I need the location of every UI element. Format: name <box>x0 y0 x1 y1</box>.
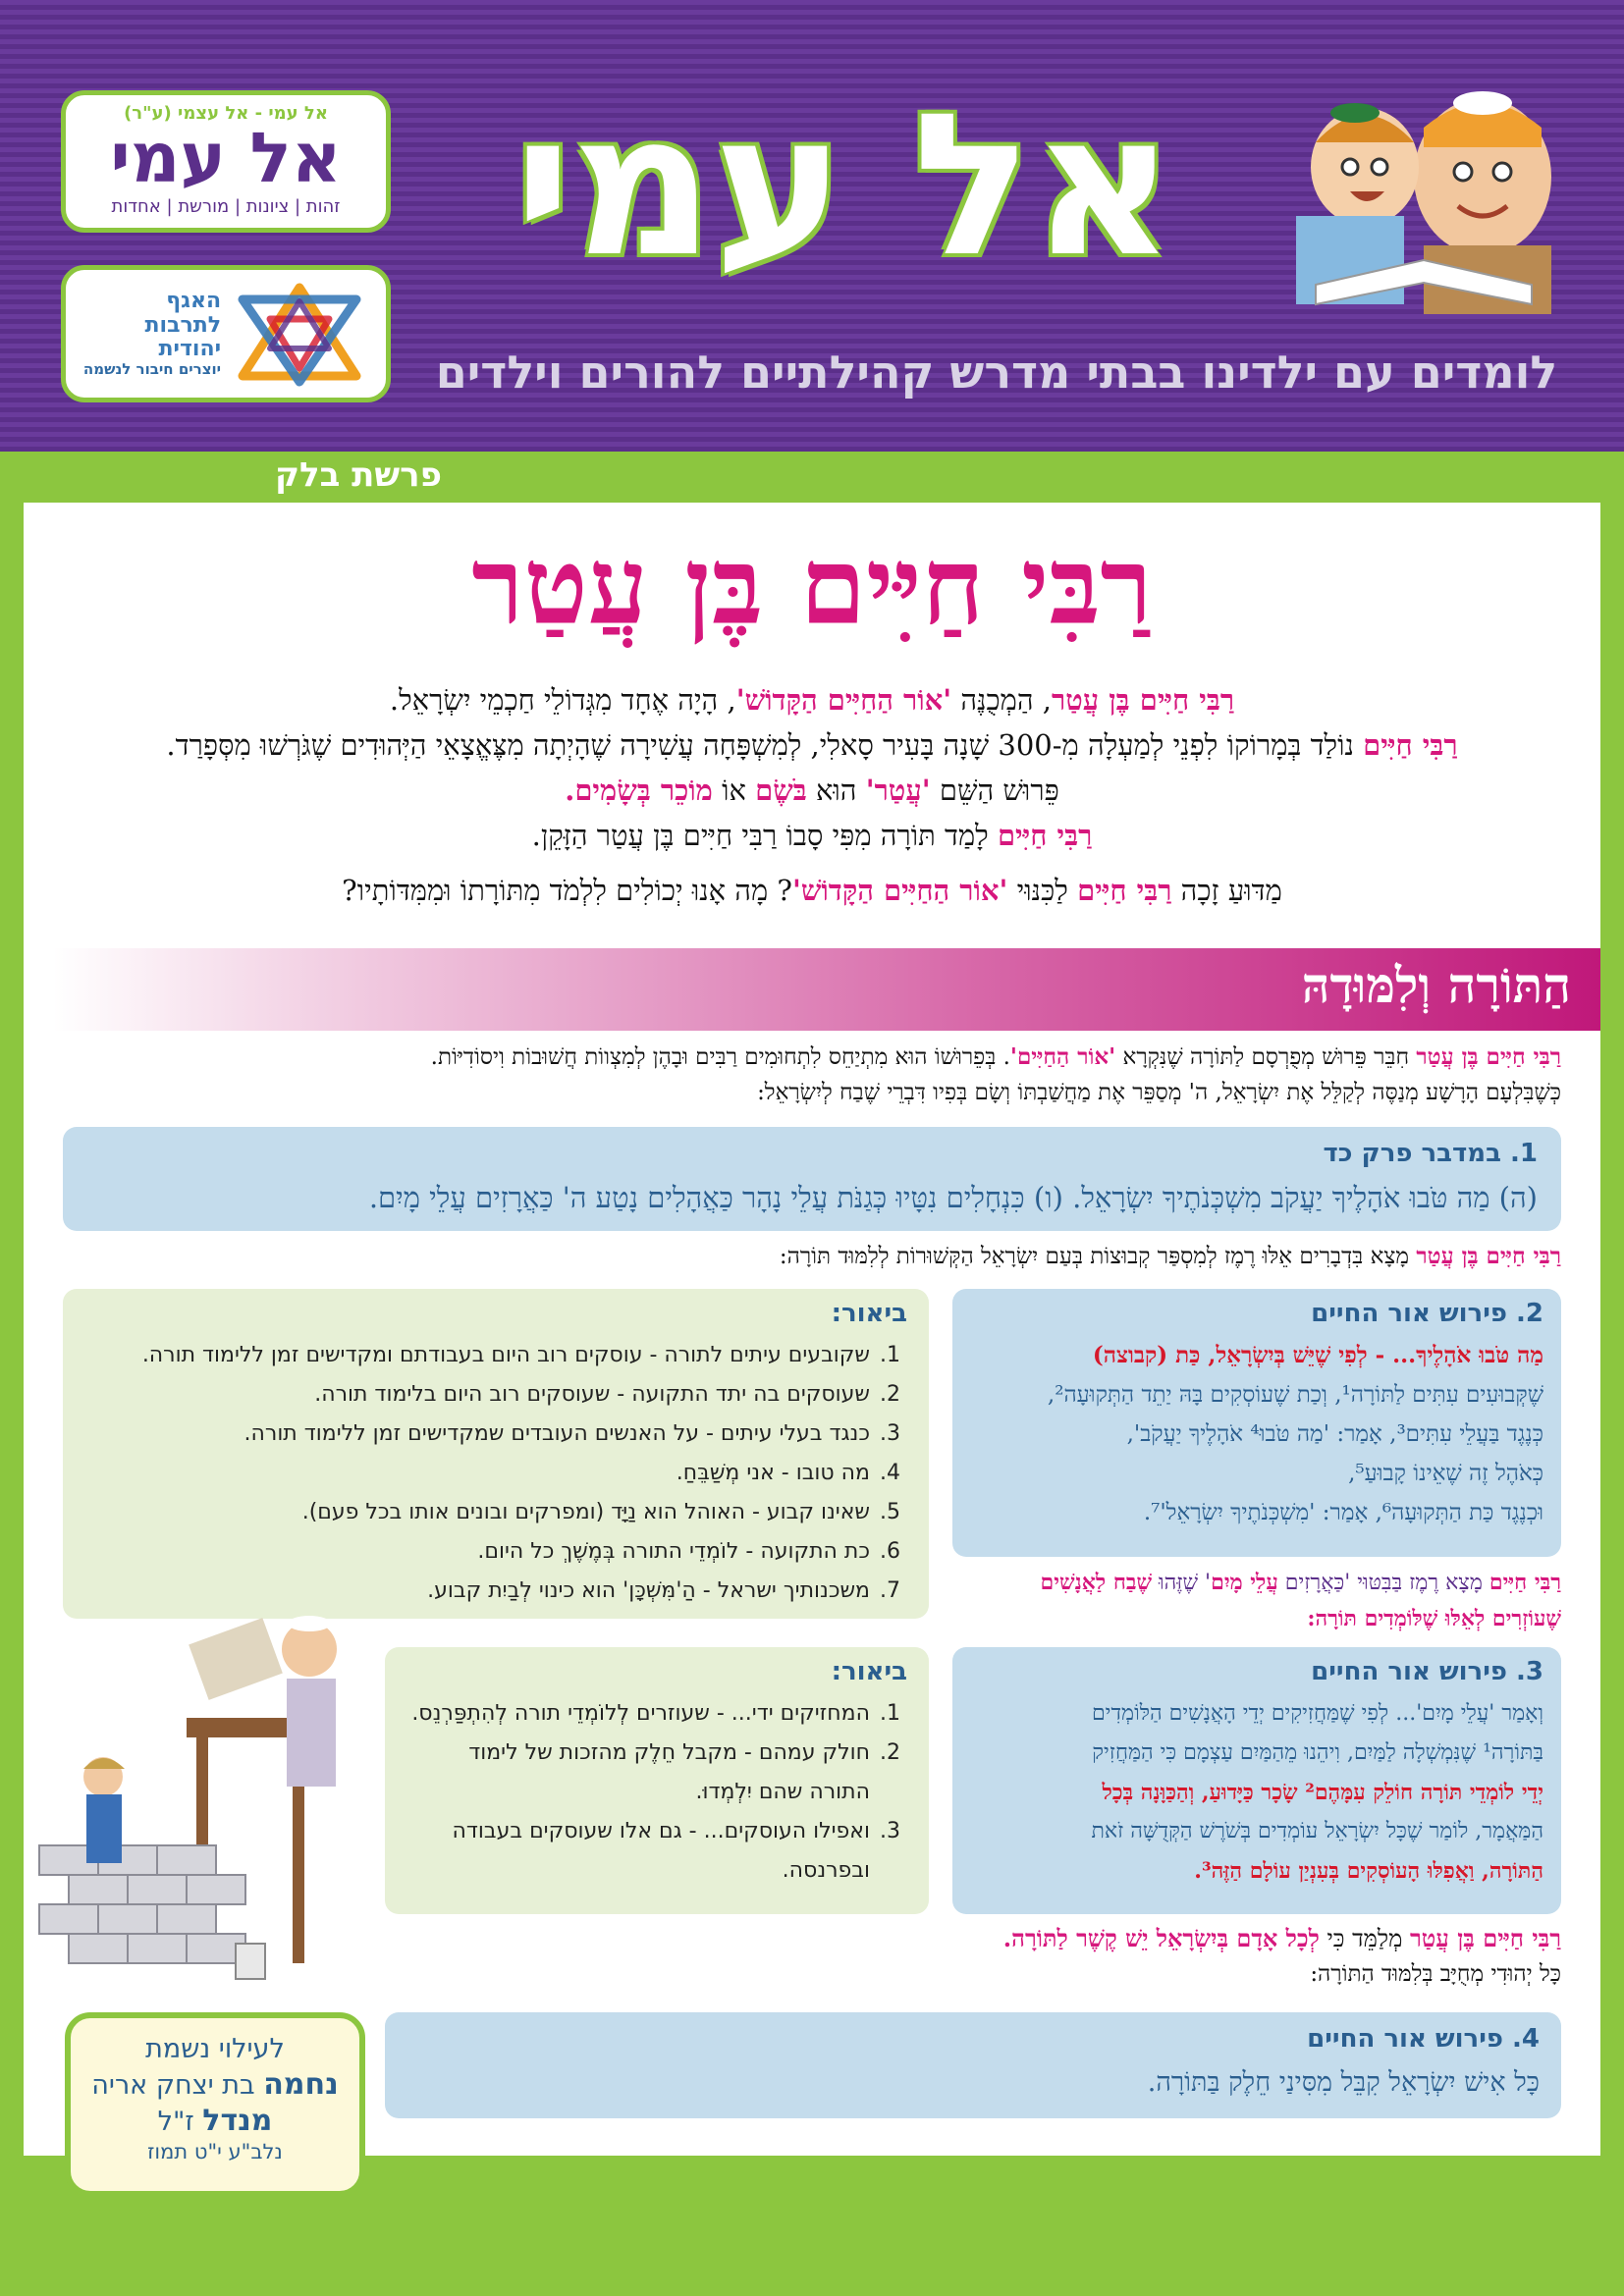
section-title: הַתּוֹרָה וְלִמּוּדָהּ <box>1301 956 1571 1014</box>
source-box-2 <box>952 1289 1561 1557</box>
intro-line-4: רַבִּי חַיִּים לָמַד תּוֹרָה מִפִּי סָבוֹ רַבִּי חַיִּים בֶּן עֲטַר הַזָּקֵן. <box>531 819 1093 852</box>
logo-tagline: אל עמי - אל עצמי (ע"ר) <box>124 103 328 124</box>
intro-line-2: רַבִּי חַיִּים נוֹלַד בְּמָרוֹקוֹ לִפְנֵי לְמַעְלָה מִ-300 שָׁנָה בָּעִיר סָאלִי, לְמִשְׁפָּחָה עֲשִׁירָה שֶׁהָיְתָה מִצֶּאֱצָאֵי הַיְּהוּדִים שֶׁגֹּרְשׁוּ מִסְּפָרַד. <box>166 728 1458 762</box>
section-line-1: רַבִּי חַיִּים בֶּן עֲטַר חִבֵּר פֵּרוּשׁ מְפֻרְסָם לַתּוֹרָה שֶׁנִּקְרָא 'אוֹר הַחַיִּים'. בְּפֵרוּשׁוֹ הוּא מִתְיַחֵס לִתְחוּמִים רַבִּים וּבָהֶן לְמִצְווֹת חֲשׁוּבוֹת וִיסוֹדִיּוֹת. <box>430 1043 1561 1070</box>
parasha-label: פרשת בלק <box>274 455 442 495</box>
section-line-3: רַבִּי חַיִּים בֶּן עֲטַר מָצָא בִּדְבָרִים אֵלּוּ רֶמֶז לְמִסְפַּר קְבוּצוֹת בְּעַם יִשְׂרָאֵל הַקְּשׁוּרוֹת לְלִמּוּד תּוֹרָה: <box>779 1243 1561 1269</box>
source-box-1 <box>63 1127 1561 1231</box>
source-box-2-title: 2. פירוש אור החיים <box>1311 1299 1543 1328</box>
magazine-title: אל עמי <box>514 72 1175 300</box>
list-item: 6. כת התקועה - לוֹמְדֵי התורה בְּמֶשֶׁךְ כל היום. <box>477 1539 900 1564</box>
source-box-1-text: (ה) מַה טֹּבוּ אֹהָלֶיךָ יַעֲקֹב מִשְׁכְּנֹתֶיךָ יִשְׂרָאֵל. (ו) כִּנְחָלִים נִטָּיוּ כְּגַנֹּת עֲלֵי נָהָר כַּאֲהָלִים נָטַע ה' כַּאֲרָזִים עֲלֵי מָיִם. <box>368 1181 1538 1214</box>
dedication-line-3: מנדל ז"ל <box>157 2104 273 2138</box>
section-line-2: כְּשֶׁבִּלְעָם הָרָשָׁע מְנַסֶּה לְקַלֵּל אֶת יִשְׂרָאֵל, ה' מְסַפֵּר אֶת מַחֲשַׁבְתּוֹ וְשָׂם בְּפִיו דִּבְרֵי שֶׁבַח לְיִשְׂרָאֵל: <box>757 1080 1561 1105</box>
builder-and-scholar-illustration <box>29 1600 373 1993</box>
source-box-3-text: וְאָמַר 'עֲלֵי מָיִם'... לְפִי שֶׁמַּחֲזִיקִים יְדֵי הָאֲנָשִׁים הַלּוֹמְדִים בַּתּוֹרָה¹ שֶׁנִּמְשְׁלָה לַמַּיִם, וִיהֵנוּ מֵהַמַּיִם עַצְמָם כִּי הַמַּחֲזִיק יְדֵי לוֹמְדֵי תּוֹרָה חוֹלֵק עִמָּהֶם² שָׂכָר כַּיָּדוּעַ, וְהַכַּוָּנָה בְּכָל הַמַּאֲמָר, לוֹמַר שֶׁכָּל יִשְׂרָאֵל עוֹמְדִים בְּשֹׁרֶשׁ הַקְּדֻשָּׁה זֹאת הַתּוֹרָה, וַאֲפִלּוּ הָעוֹסְקִים בְּעִנְיַן עוֹלָם הַזֶּה³. <box>1091 1701 1543 1884</box>
culture-department-text: האגף לתרבות יהודית יוצרים חיבור לנשמה <box>82 289 222 379</box>
source-box-3-title: 3. פירוש אור החיים <box>1311 1657 1543 1686</box>
source-box-4-title: 4. פירוש אור החיים <box>1307 2024 1540 2054</box>
page-title: רַבִּי חַיִּים בֶּן עֲטַר <box>471 525 1153 649</box>
source-box-1-title: 1. במדבר פרק כד <box>1323 1139 1538 1168</box>
source-box-4-text: כָּל אִישׁ יִשְׂרָאֵל קִבֵּל מִסִּינַי חֵלֶק בַּתּוֹרָה. <box>1147 2067 1540 2098</box>
memorial-dedication <box>65 2012 365 2197</box>
el-ami-logo <box>61 90 391 233</box>
source-box-3 <box>952 1647 1561 1914</box>
culture-department-logo <box>61 265 391 402</box>
list-item: 1. המחזיקים ידי... - שעוזרים לְלוֹמְדֵי תורה לְהִתְפַּרְנֵס. <box>411 1701 900 1726</box>
intro-line-1: רַבִּי חַיִּים בֶּן עֲטַר, הַמְכֻנֶּה 'אוֹר הַחַיִּים הַקָּדוֹשׁ', הָיָה אֶחָד מִגְּדוֹלֵי חַכְמֵי יִשְׂרָאֵל. <box>389 683 1235 717</box>
list-item: 2. שעוסקים בה יתד התקועה - שעוסקים רוב היום בלימוד תורה. <box>314 1382 900 1407</box>
list-item: 2. חולק עמהם - מקבל חֵלֶק מהזכות של לימוד התורה שהם יִלְמְדוּ. <box>468 1740 900 1804</box>
dedication-line-2: נחמה בת יצחק אריה <box>91 2067 339 2102</box>
father-son-reading-illustration <box>1276 59 1571 314</box>
list-item: 3. ואפילו העוסקים... - גם אלו שעוסקים בעבודה ובפרנסה. <box>452 1819 900 1883</box>
list-item: 7. משכנותיך ישראל - הַ'מִּשְׁכָּן' הוא כינוי לְבַיִת קבוע. <box>427 1578 900 1603</box>
logo-name: אל עמי <box>110 118 342 198</box>
section-banner <box>53 948 1600 1031</box>
section-line-5: רַבִּי חַיִּים בֶּן עֲטַר מְלַמֵּד כִּי לְכָל אָדָם בְּיִשְׂרָאֵל יֵשׁ קֶשֶׁר לַתּוֹרָה. <box>1002 1924 1561 1952</box>
list-item: 3. כנגד בעלי עיתים - על האנשים העובדים שמקדישים זמן ללימוד תורה. <box>244 1421 900 1446</box>
dedication-line-1: לעילוי נשמת <box>145 2034 285 2064</box>
intro-line-3: פֵּרוּשׁ הַשֵּׁם 'עֲטַר' הוּא בֹּשֶׂם אוֹ מוֹכֵר בְּשָׂמִים. <box>565 774 1059 807</box>
logo-values: זהות | ציונות | מורשת | אחדות <box>111 196 341 217</box>
list-item: 4. מה טובו - אני מְשַׁבֵּחַ. <box>676 1461 900 1485</box>
explanation-1-title: ביאור: <box>831 1299 907 1328</box>
explanation-2-list <box>406 1694 907 1891</box>
star-of-david-icon <box>231 280 368 388</box>
section-line-6: כָּל יְהוּדִי מְחֻיָּב בְּלִמּוּד הַתּוֹרָה: <box>1310 1961 1561 1987</box>
explanation-box-2 <box>385 1647 929 1914</box>
source-box-4 <box>385 2012 1561 2118</box>
intro-paragraph <box>59 677 1565 913</box>
dedication-date: נלב"ע י"ט תמוז <box>147 2140 283 2163</box>
source-box-2-text: מַה טֹּבוּ אֹהָלֶיךָ... - לְפִי שֶׁיֵּשׁ בְּיִשְׂרָאֵל, כַּת (קבוצה) שֶׁקְּבוּעִים עִתִּים לַתּוֹרָה¹, וְכַת שֶׁעוֹסְקִים בָּהּ יַתֵד הַתְּקוּעָה², כְּנֶגֶד בַּעֲלֵי עִתִּים³, אָמַר: 'מַה טֹּבוּ⁴ אֹהָלֶיךָ יַעֲקֹב', כְּאֹהֶל זֶה שֶׁאֵינוֹ קָבוּעַ⁵, וּכְנֶגֶד כַּת הַתְּקוּעָה⁶, אָמַר: 'מִשְׁכְּנֹתֶיךָ יִשְׂרָאֵל'⁷. <box>1047 1342 1543 1525</box>
intro-question: מַדּוּעַ זָכָה רַבִּי חַיִּים לַכִּנּוּי 'אוֹר הַחַיִּים הַקָּדוֹשׁ'? מָה אָנוּ יְכוֹלִים לִלְמֹד מִתּוֹרָתוֹ וּמִמִּדּוֹתָיו? <box>342 874 1282 907</box>
list-item: 5. שאינו קבוע - האוהל הוא נַיָּד (ומפרקים ובונים אותו בכל פעם). <box>301 1500 900 1524</box>
explanation-box-1 <box>63 1289 929 1619</box>
explanation-2-title: ביאור: <box>831 1657 907 1686</box>
section-line-4: רַבִּי חַיִּים מָצָא רֶמֶז בַּבִּטּוּי 'כַּאֲרָזִים עֲלֵי מָיִם' שֶׁזֶּהוּ שֶׁבַח לַאֲנָשִׁים שֶׁעוֹזְרִים לְאֵלּוּ שֶׁלּוֹמְדִים תּוֹרָה: <box>1040 1570 1561 1631</box>
explanation-1-list <box>84 1336 907 1611</box>
list-item: 1. שקובעים עיתים לתורה - עוסקים רוב היום בעבודתם ומקדישים זמן ללימוד תורה. <box>141 1343 900 1367</box>
magazine-subtitle: לומדים עם ילדינו בבתי מדרש קהילתיים להורים וילדים <box>435 346 1558 399</box>
